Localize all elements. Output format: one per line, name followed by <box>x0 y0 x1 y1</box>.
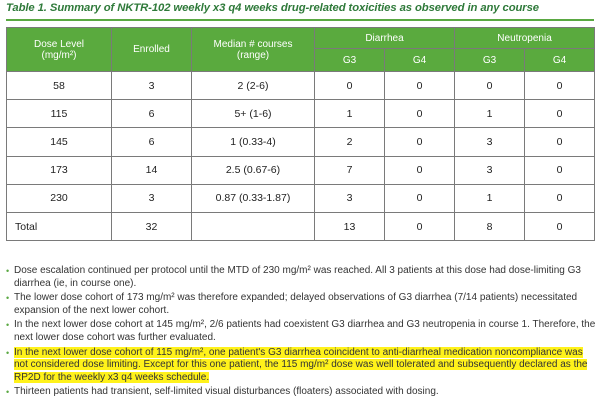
diarrhea-g3-cell: 2 <box>315 128 385 156</box>
toxicity-table <box>6 27 595 241</box>
median-value: 0.87 <box>215 192 237 205</box>
dose-cell: 115 <box>7 100 112 128</box>
enrolled-cell: 6 <box>112 100 192 128</box>
median-cell <box>192 184 315 212</box>
diarrhea-g4-cell: 0 <box>385 156 455 184</box>
header-neutropenia: Neutropenia <box>455 28 595 49</box>
header-median-courses: Median # courses (range) <box>192 28 315 72</box>
note-item-highlighted: • In the next lower dose cohort of 115 mg/m², one patient's G3 diarrhea coincident to anti-diarrheal medication noncompliance was not considered dose limiting. Except for this one patient, the 115 mg/m² dose was well tolerated and subsequently declared as the RP2D for the weekly x3 q4 weeks schedule. <box>6 346 588 383</box>
median-value: 1 <box>230 135 237 148</box>
range-value: (0.33-4) <box>239 135 276 148</box>
table-row <box>7 100 595 128</box>
range-value: (2-6) <box>246 79 269 92</box>
header-enrolled: Enrolled <box>112 28 192 72</box>
table-row <box>7 212 595 240</box>
header-diarrhea-g4: G4 <box>385 49 455 72</box>
dose-cell: 230 <box>7 184 112 212</box>
table-row <box>7 72 595 100</box>
diarrhea-g4-cell: 0 <box>385 212 455 240</box>
bullet-icon: • <box>6 347 10 358</box>
table-row <box>7 156 595 184</box>
diarrhea-g3-cell: 0 <box>315 72 385 100</box>
neutropenia-g4-cell: 0 <box>525 72 595 100</box>
enrolled-cell: 32 <box>112 212 192 240</box>
dose-cell: 58 <box>7 72 112 100</box>
diarrhea-g3-cell: 1 <box>315 100 385 128</box>
bullet-icon: • <box>6 387 10 398</box>
note-item: • In the next lower dose cohort at 145 mg/m², 2/6 patients had coexistent G3 diarrhea and G3 neutropenia in course 1. Therefore, the next lower dose cohort was further evaluated. <box>6 319 596 343</box>
diarrhea-g4-cell: 0 <box>385 184 455 212</box>
bullet-icon: • <box>6 293 10 304</box>
range-value: (1-6) <box>249 107 272 120</box>
dose-cell: 145 <box>7 128 112 156</box>
table-row <box>7 128 595 156</box>
neutropenia-g4-cell: 0 <box>525 128 595 156</box>
dose-cell: 173 <box>7 156 112 184</box>
median-cell <box>192 128 315 156</box>
neutropenia-g3-cell: 1 <box>455 184 525 212</box>
neutropenia-g3-cell: 0 <box>455 72 525 100</box>
header-dose-level: Dose Level (mg/m²) <box>7 28 112 72</box>
dose-cell: Total <box>7 212 112 240</box>
diarrhea-g4-cell: 0 <box>385 100 455 128</box>
range-value: (0.33-1.87) <box>238 192 291 205</box>
enrolled-cell: 3 <box>112 184 192 212</box>
enrolled-cell: 3 <box>112 72 192 100</box>
median-cell <box>192 212 315 240</box>
median-cell <box>192 72 315 100</box>
notes-list <box>6 265 596 401</box>
neutropenia-g4-cell: 0 <box>525 100 595 128</box>
header-diarrhea: Diarrhea <box>315 28 455 49</box>
bullet-icon: • <box>6 320 10 331</box>
table-row <box>7 184 595 212</box>
neutropenia-g3-cell: 3 <box>455 128 525 156</box>
header-neutropenia-g4: G4 <box>525 49 595 72</box>
neutropenia-g4-cell: 0 <box>525 212 595 240</box>
median-value: 2 <box>237 79 244 92</box>
neutropenia-g3-cell: 8 <box>455 212 525 240</box>
diarrhea-g3-cell: 13 <box>315 212 385 240</box>
enrolled-cell: 6 <box>112 128 192 156</box>
median-value: 5+ <box>234 107 247 120</box>
diarrhea-g4-cell: 0 <box>385 128 455 156</box>
header-neutropenia-g3: G3 <box>455 49 525 72</box>
neutropenia-g3-cell: 3 <box>455 156 525 184</box>
diarrhea-g3-cell: 7 <box>315 156 385 184</box>
diarrhea-g4-cell: 0 <box>385 72 455 100</box>
enrolled-cell: 14 <box>112 156 192 184</box>
neutropenia-g4-cell: 0 <box>525 184 595 212</box>
table-title: Table 1. Summary of NKTR-102 weekly x3 q4 weeks drug-related toxicities as observed in any course <box>6 2 539 14</box>
note-item: • Thirteen patients had transient, self-limited visual disturbances (floaters) associated with dosing. <box>6 386 439 398</box>
median-value: 2.5 <box>225 164 241 177</box>
header-diarrhea-g3: G3 <box>315 49 385 72</box>
neutropenia-g3-cell: 1 <box>455 100 525 128</box>
range-value: (0.67-6) <box>243 164 281 177</box>
bullet-icon: • <box>6 266 10 276</box>
diarrhea-g3-cell: 3 <box>315 184 385 212</box>
note-item: • The lower dose cohort of 173 mg/m² was therefore expanded; delayed observations of G3 diarrhea (7/14 patients) necessitated expansion of the next lower cohort. <box>6 292 578 316</box>
neutropenia-g4-cell: 0 <box>525 156 595 184</box>
median-cell <box>192 100 315 128</box>
title-rule <box>6 19 594 21</box>
note-item: • Dose escalation continued per protocol until the MTD of 230 mg/m² was reached. All 3 patients at this dose had dose-limiting G3 diarrhea (ie, in course one). <box>6 265 581 289</box>
median-cell <box>192 156 315 184</box>
